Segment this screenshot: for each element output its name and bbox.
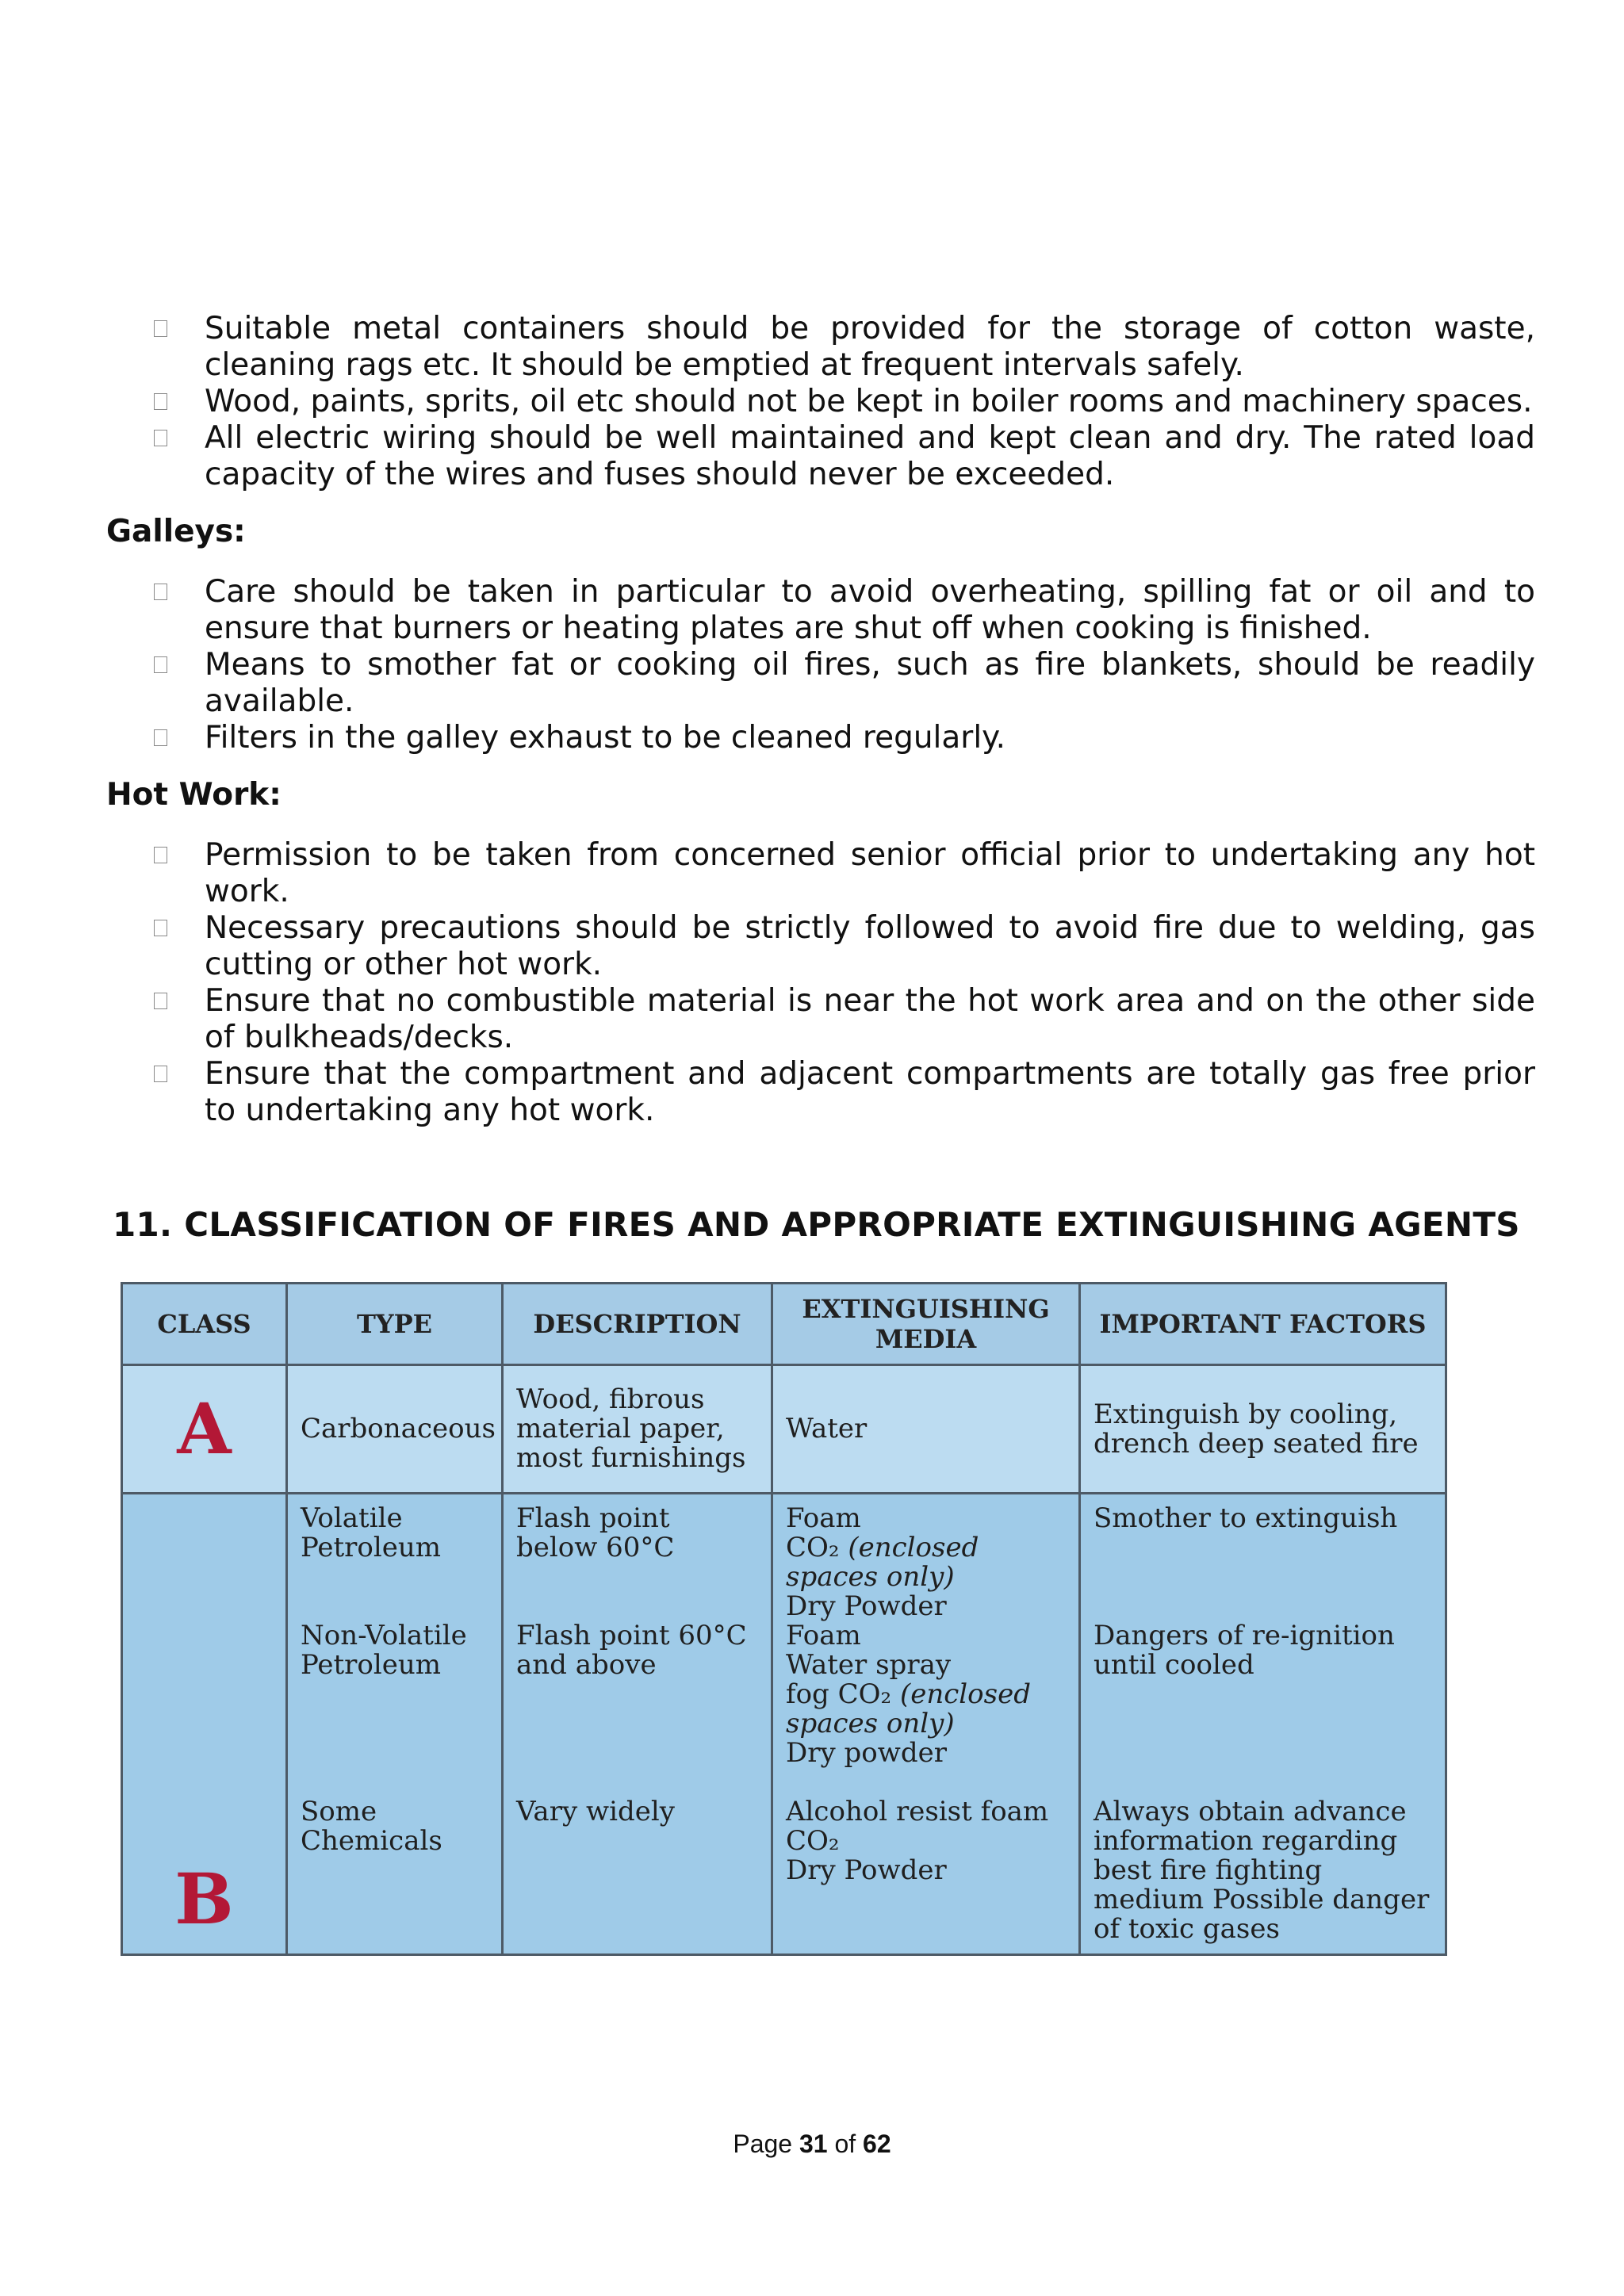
type-cell: Carbonaceous [287,1365,503,1494]
description-cell [503,1494,772,1955]
list-item: Filters in the galley exhaust to be cleaned regularly. [154,720,1535,756]
type-chemicals: Some Chemicals [301,1796,442,1857]
list-item: Means to smother fat or cooking oil fires, such as fire blankets, should be readily available. [154,647,1535,720]
description-cell: Wood, fibrous material paper, most furnishings [503,1365,772,1494]
list-item: Suitable metal containers should be provided for the storage of cotton waste, cleaning rags etc. It should be emptied at frequent intervals safely. [154,311,1535,384]
media-cell [772,1494,1080,1955]
factors-non-volatile: Dangers of re-ignition until cooled [1094,1620,1395,1681]
page-number: 31 [799,2130,828,2158]
header-type: TYPE [287,1284,503,1365]
header-extinguishing-media: EXTINGUISHING MEDIA [772,1284,1080,1365]
table-row [122,1365,1446,1494]
checkbox-icon [154,393,167,410]
list-item: Care should be taken in particular to avoid overheating, spilling fat or oil and to ensure that burners or heating plates are shut off when cooking is finished. [154,574,1535,647]
class-cell [122,1494,287,1955]
list-item: Permission to be taken from concerned senior official prior to undertaking any hot work. [154,837,1535,910]
type-non-volatile: Non-Volatile Petroleum [301,1620,467,1681]
galleys-bullet-list [154,574,1535,756]
page-total: 62 [863,2130,891,2158]
checkbox-icon [154,1066,167,1082]
factors-volatile: Smother to extinguish [1094,1502,1398,1534]
checkbox-icon [154,993,167,1009]
list-item: Necessary precautions should be strictly followed to avoid fire due to welding, gas cutting or other hot work. [154,910,1535,983]
class-b-letter: B [174,1858,234,1940]
factors-cell: Extinguish by cooling, drench deep seated fire [1080,1365,1446,1494]
header-description: DESCRIPTION [503,1284,772,1365]
checkbox-icon [154,320,167,337]
media-volatile: Foam CO₂ (enclosed spaces only) Dry Powder [786,1502,979,1622]
fire-classification-table [121,1282,1447,1956]
type-cell [287,1494,503,1955]
hot-work-heading: Hot Work: [106,777,282,813]
class-cell [122,1365,287,1494]
galleys-heading: Galleys: [106,514,246,549]
list-item: Ensure that no combustible material is near the hot work area and on the other side of bulkheads/decks. [154,983,1535,1056]
checkbox-icon [154,729,167,746]
hot-work-bullet-list [154,837,1535,1129]
section-title: 11. CLASSIFICATION OF FIRES AND APPROPRIATE EXTINGUISHING AGENTS [113,1205,1520,1244]
table-header-row [122,1284,1446,1365]
header-important-factors: IMPORTANT FACTORS [1080,1284,1446,1365]
type-volatile: Volatile Petroleum [301,1502,441,1563]
page-footer: Page 31 of 62 [733,2130,891,2158]
checkbox-icon [154,656,167,673]
table-row [122,1494,1446,1955]
checkbox-icon [154,430,167,446]
description-chemicals: Vary widely [516,1796,675,1827]
checkbox-icon [154,584,167,600]
list-item: All electric wiring should be well maintained and kept clean and dry. The rated load capacity of the wires and fuses should never be exceeded. [154,420,1535,493]
media-non-volatile: Foam Water spray fog CO₂ (enclosed spaces only) Dry powder [786,1620,1031,1769]
list-item: Wood, paints, sprits, oil etc should not be kept in boiler rooms and machinery spaces. [154,384,1535,420]
media-cell: Water [772,1365,1080,1494]
top-bullet-list [154,311,1535,493]
class-a-letter: A [177,1387,232,1470]
factors-cell [1080,1494,1446,1955]
factors-chemicals: Always obtain advance information regarding best fire fighting medium Possible danger of toxic gases [1094,1796,1430,1945]
description-volatile: Flash point below 60°C [516,1502,675,1563]
checkbox-icon [154,847,167,863]
header-class: CLASS [122,1284,287,1365]
media-chemicals: Alcohol resist foam CO₂ Dry Powder [786,1796,1049,1886]
list-item: Ensure that the compartment and adjacent compartments are totally gas free prior to undertaking any hot work. [154,1056,1535,1129]
checkbox-icon [154,920,167,936]
description-non-volatile: Flash point 60°C and above [516,1620,747,1681]
